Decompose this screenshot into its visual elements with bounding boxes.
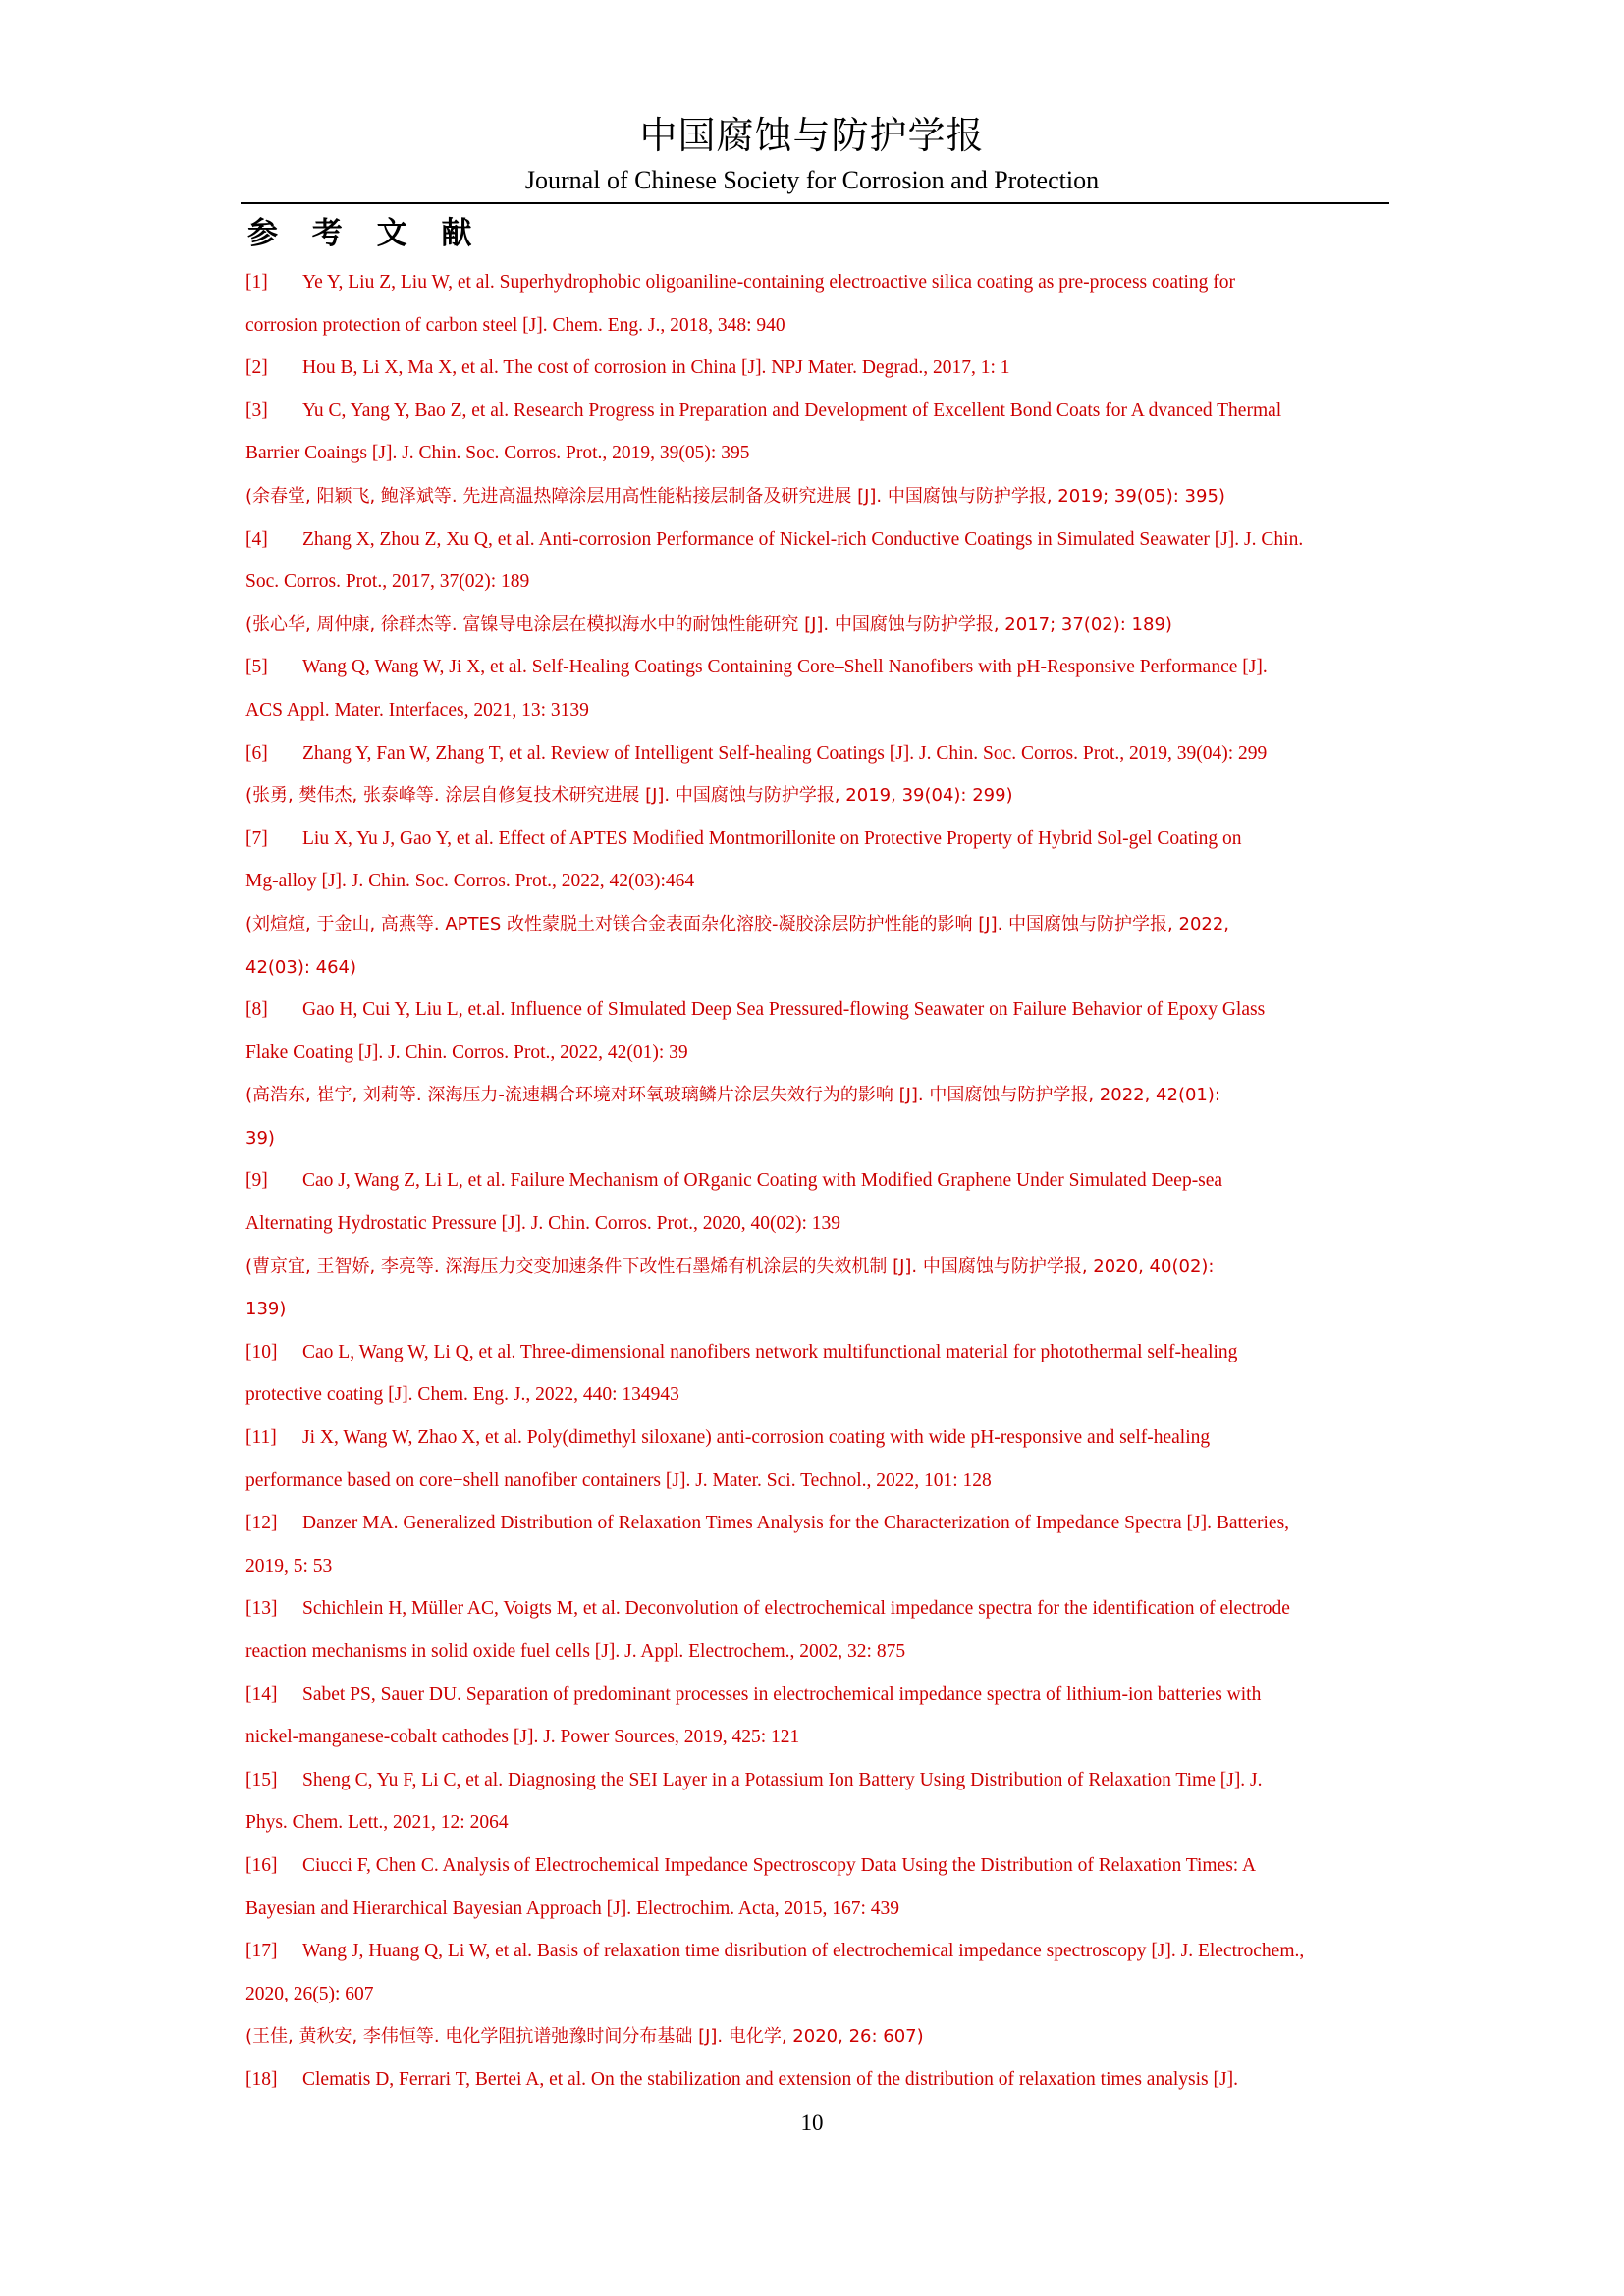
reference-line (245, 1159, 1389, 1202)
reference-number: [2] (245, 357, 268, 379)
reference-line (245, 1930, 1389, 1973)
reference-line (245, 604, 1389, 647)
reference-text: Schichlein H, Müller AC, Voigts M, et al. Deconvolution of electrochemical impedance spectra for the identification of electrode (302, 1598, 1290, 1620)
reference-line (245, 1888, 1389, 1931)
reference-text: Flake Coating [J]. J. Chin. Corros. Prot., 2022, 42(01): 39 (245, 1041, 688, 1063)
reference-line (245, 860, 1389, 903)
header-divider (241, 202, 1389, 204)
reference-text: Barrier Coaings [J]. J. Chin. Soc. Corros. Prot., 2019, 39(05): 395 (245, 443, 750, 464)
reference-line (245, 689, 1389, 732)
reference-text: (张勇, 樊伟杰, 张泰峰等. 涂层自修复技术研究进展 [J]. 中国腐蚀与防护学报, 2019, 39(04): 299) (245, 785, 1013, 807)
reference-text: performance based on core−shell nanofiber containers [J]. J. Mater. Sci. Technol., 2022, 101: 128 (245, 1469, 992, 1491)
reference-number: [13] (245, 1598, 278, 1620)
reference-number: [17] (245, 1941, 278, 1962)
reference-line (245, 1759, 1389, 1802)
reference-line (245, 2058, 1389, 2102)
reference-text: 42(03): 464) (245, 956, 357, 978)
reference-number: [5] (245, 657, 268, 678)
reference-number: [9] (245, 1170, 268, 1192)
reference-line (245, 475, 1389, 518)
reference-text: Sheng C, Yu F, Li C, et al. Diagnosing the SEI Layer in a Potassium Ion Battery Using Distribution of Relaxation Time [J]. J. (302, 1769, 1263, 1790)
reference-line (245, 561, 1389, 604)
reference-text: Yu C, Yang Y, Bao Z, et al. Research Progress in Preparation and Development of Excellent Bond Coats for A dvanced Thermal (302, 400, 1282, 421)
reference-number: [15] (245, 1769, 278, 1790)
reference-text: Bayesian and Hierarchical Bayesian Approach [J]. Electrochim. Acta, 2015, 167: 439 (245, 1897, 900, 1919)
reference-text: ACS Appl. Mater. Interfaces, 2021, 13: 3139 (245, 699, 589, 721)
reference-line (245, 1587, 1389, 1630)
reference-text: Wang Q, Wang W, Ji X, et al. Self-Healing Coatings Containing Core–Shell Nanofibers with pH-Responsive Performance [J]. (302, 657, 1268, 678)
reference-text: (王佳, 黄秋安, 李伟恒等. 电化学阻抗谱弛豫时间分布基础 [J]. 电化学, 2020, 26: 607) (245, 2026, 924, 2048)
reference-text: Ji X, Wang W, Zhao X, et al. Poly(dimethyl siloxane) anti-corrosion coating with wide pH-responsive and self-healing (302, 1427, 1211, 1449)
reference-line (245, 1331, 1389, 1374)
reference-text: Liu X, Yu J, Gao Y, et al. Effect of APTES Modified Montmorillonite on Protective Property of Hybrid Sol-gel Coating on (302, 828, 1242, 849)
reference-line (245, 1502, 1389, 1545)
reference-line (245, 1716, 1389, 1759)
reference-line (245, 1460, 1389, 1503)
reference-text: (曹京宜, 王智娇, 李亮等. 深海压力交变加速条件下改性石墨烯有机涂层的失效机制 [J]. 中国腐蚀与防护学报, 2020, 40(02): (245, 1255, 1215, 1277)
reference-text: Phys. Chem. Lett., 2021, 12: 2064 (245, 1812, 509, 1834)
reference-line (245, 946, 1389, 989)
reference-line (245, 1373, 1389, 1416)
reference-text: nickel-manganese-cobalt cathodes [J]. J. Power Sources, 2019, 425: 121 (245, 1727, 800, 1748)
reference-text: corrosion protection of carbon steel [J]. Chem. Eng. J., 2018, 348: 940 (245, 314, 785, 336)
reference-text: (余春堂, 阳颖飞, 鲍泽斌等. 先进高温热障涂层用高性能粘接层制备及研究进展 [J]. 中国腐蚀与防护学报, 2019; 39(05): 395) (245, 485, 1225, 507)
reference-line (245, 518, 1389, 561)
reference-line (245, 2015, 1389, 2058)
reference-text: 2019, 5: 53 (245, 1555, 333, 1576)
reference-number: [14] (245, 1683, 278, 1705)
reference-line (245, 432, 1389, 475)
reference-text: Cao J, Wang Z, Li L, et al. Failure Mechanism of ORganic Coating with Modified Graphene Under Simulated Deep-sea (302, 1170, 1223, 1192)
reference-number: [7] (245, 828, 268, 849)
reference-line (245, 1630, 1389, 1674)
reference-text: 139) (245, 1299, 287, 1320)
reference-line (245, 1545, 1389, 1588)
reference-text: protective coating [J]. Chem. Eng. J., 2022, 440: 134943 (245, 1384, 679, 1406)
reference-text: 39) (245, 1127, 275, 1148)
reference-number: [4] (245, 528, 268, 550)
reference-number: [6] (245, 742, 268, 764)
reference-text: (刘煊煊, 于金山, 高燕等. APTES 改性蒙脱土对镁合金表面杂化溶胶-凝胶涂层防护性能的影响 [J]. 中国腐蚀与防护学报, 2022, (245, 913, 1230, 934)
reference-text: Clematis D, Ferrari T, Bertei A, et al. On the stabilization and extension of the distribution of relaxation times analysis [J]. (302, 2068, 1238, 2090)
reference-line (245, 304, 1389, 347)
reference-line (245, 1674, 1389, 1717)
reference-line (245, 988, 1389, 1032)
reference-line (245, 1416, 1389, 1460)
reference-line (245, 261, 1389, 304)
reference-number: [18] (245, 2068, 278, 2090)
reference-text: 2020, 26(5): 607 (245, 1983, 374, 2004)
reference-text: reaction mechanisms in solid oxide fuel cells [J]. J. Appl. Electrochem., 2002, 32: 875 (245, 1641, 906, 1662)
reference-number: [1] (245, 272, 268, 293)
reference-text: Cao L, Wang W, Li Q, et al. Three-dimensional nanofibers network multifunctional material for photothermal self-healing (302, 1341, 1238, 1362)
reference-line (245, 347, 1389, 390)
reference-line (245, 1074, 1389, 1117)
reference-text: Mg-alloy [J]. J. Chin. Soc. Corros. Prot., 2022, 42(03):464 (245, 871, 695, 892)
reference-text: Ciucci F, Chen C. Analysis of Electrochemical Impedance Spectroscopy Data Using the Distribution of Relaxation Times: A (302, 1854, 1257, 1876)
reference-line (245, 1202, 1389, 1246)
reference-text: Sabet PS, Sauer DU. Separation of predominant processes in electrochemical impedance spectra of lithium-ion batteries with (302, 1683, 1262, 1705)
reference-line (245, 1117, 1389, 1160)
reference-number: [8] (245, 999, 268, 1021)
references-heading: 参 考 文 献 (247, 216, 484, 251)
reference-number: [3] (245, 400, 268, 421)
reference-line (245, 732, 1389, 775)
reference-number: [12] (245, 1513, 278, 1534)
reference-text: Gao H, Cui Y, Liu L, et.al. Influence of SImulated Deep Sea Pressured-flowing Seawater on Failure Behavior of Epoxy Glass (302, 999, 1266, 1021)
reference-line (245, 1032, 1389, 1075)
reference-text: Soc. Corros. Prot., 2017, 37(02): 189 (245, 571, 530, 593)
reference-text: Zhang Y, Fan W, Zhang T, et al. Review of Intelligent Self-healing Coatings [J]. J. Chin. Soc. Corros. Prot., 2019, 39(04): 299 (302, 742, 1268, 764)
reference-text: Alternating Hydrostatic Pressure [J]. J. Chin. Corros. Prot., 2020, 40(02): 139 (245, 1213, 841, 1235)
reference-number: [16] (245, 1854, 278, 1876)
reference-line (245, 646, 1389, 689)
reference-line (245, 1246, 1389, 1289)
reference-list (245, 261, 1389, 2102)
page-number: 10 (800, 2110, 824, 2135)
reference-line (245, 774, 1389, 818)
reference-line (245, 818, 1389, 861)
reference-text: Wang J, Huang Q, Li W, et al. Basis of relaxation time disribution of electrochemical impedance spectroscopy [J]. J. Electrochem., (302, 1941, 1305, 1962)
journal-title-cn: 中国腐蚀与防护学报 (639, 114, 985, 157)
reference-text: Zhang X, Zhou Z, Xu Q, et al. Anti-corrosion Performance of Nickel-rich Conductive Coatings in Simulated Seawater [J]. J. Chin. (302, 528, 1304, 550)
reference-line (245, 1844, 1389, 1888)
reference-line (245, 1801, 1389, 1844)
reference-number: [11] (245, 1427, 277, 1449)
reference-text: Hou B, Li X, Ma X, et al. The cost of corrosion in China [J]. NPJ Mater. Degrad., 2017, 1: 1 (302, 357, 1010, 379)
reference-line (245, 903, 1389, 946)
reference-text: (高浩东, 崔宇, 刘莉等. 深海压力-流速耦合环境对环氧玻璃鳞片涂层失效行为的影响 [J]. 中国腐蚀与防护学报, 2022, 42(01): (245, 1085, 1220, 1106)
reference-text: Ye Y, Liu Z, Liu W, et al. Superhydrophobic oligoaniline-containing electroactive silica coating as pre-process coating for (302, 272, 1236, 293)
journal-title-en: Journal of Chinese Society for Corrosion and Protection (524, 166, 1100, 194)
reference-number: [10] (245, 1341, 278, 1362)
reference-text: Danzer MA. Generalized Distribution of Relaxation Times Analysis for the Characterization of Impedance Spectra [J]. Batteries, (302, 1513, 1290, 1534)
reference-line (245, 1288, 1389, 1331)
reference-text: (张心华, 周仲康, 徐群杰等. 富镍导电涂层在模拟海水中的耐蚀性能研究 [J]. 中国腐蚀与防护学报, 2017; 37(02): 189) (245, 614, 1172, 635)
reference-line (245, 1973, 1389, 2016)
reference-line (245, 390, 1389, 433)
